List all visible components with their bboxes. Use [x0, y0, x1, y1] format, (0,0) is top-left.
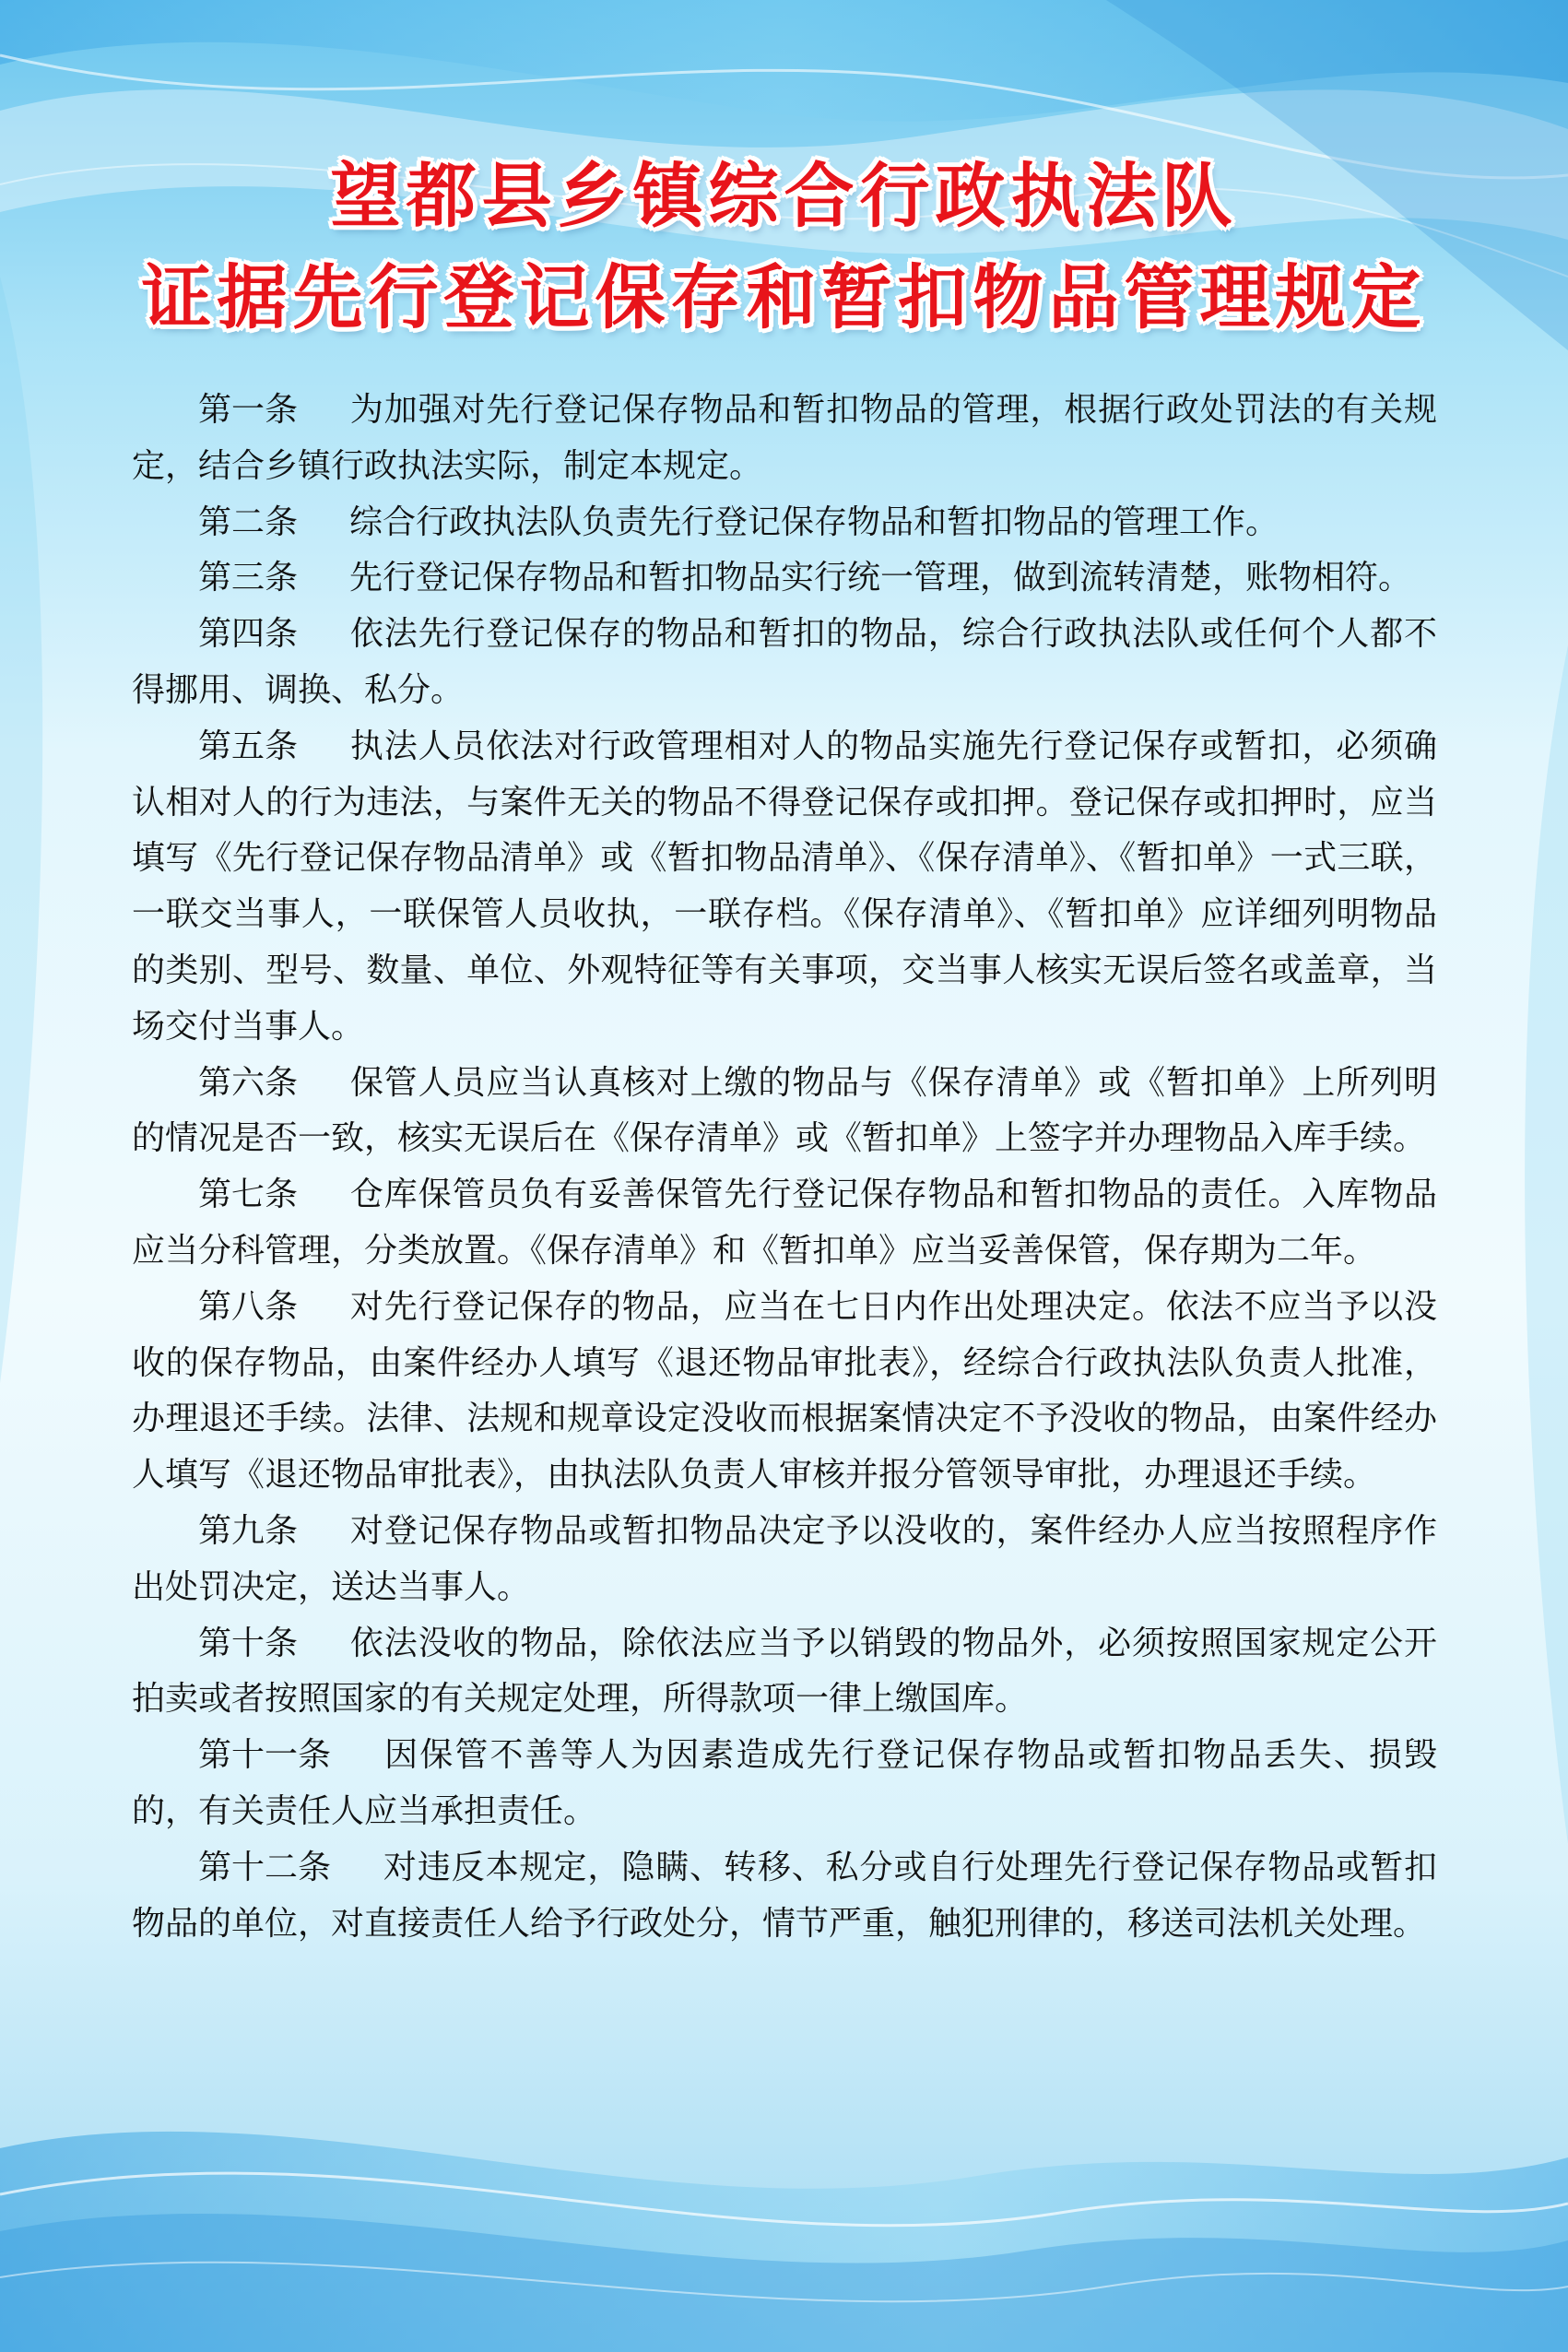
article-5	[132, 719, 1437, 1056]
article-2	[132, 495, 1437, 551]
article-number: 第三条	[198, 559, 299, 597]
article-text: 先行登记保存物品和暂扣物品实行统一管理，做到流转清楚，账物相符。	[349, 559, 1412, 597]
article-number: 第五条	[198, 727, 299, 765]
article-number: 第十一条	[198, 1736, 332, 1775]
article-text: 为加强对先行登记保存物品和暂扣物品的管理，根据行政处罚法的有关规定，结合乡镇行政执法实际，制定本规定。	[132, 391, 1437, 485]
regulation-articles	[132, 383, 1437, 1952]
article-text: 执法人员依法对行政管理相对人的物品实施先行登记保存或暂扣，必须确认相对人的行为违法，与案件无关的物品不得登记保存或扣押。登记保存或扣押时，应当填写《先行登记保存物品清单》或《暂扣物品清单》、《保存清单》、《暂扣单》一式三联，一联交当事人，一联保管人员收执，一联存档。《保存清单》、《暂扣单》应详细列明物品的类别、型号、数量、单位、外观特征等有关事项，交当事人核实无误后签名或盖章，当场交付当事人。	[132, 727, 1437, 1046]
article-8	[132, 1280, 1437, 1504]
article-number: 第十二条	[198, 1848, 332, 1886]
article-9	[132, 1504, 1437, 1616]
article-text: 对登记保存物品或暂扣物品决定予以没收的，案件经办人应当按照程序作出处罚决定，送达当事人。	[132, 1511, 1437, 1606]
article-text: 对违反本规定，隐瞒、转移、私分或自行处理先行登记保存物品或暂扣物品的单位，对直接责任人给予行政处分，情节严重，触犯刑律的，移送司法机关处理。	[132, 1848, 1437, 1943]
article-number: 第四条	[198, 615, 299, 654]
article-number: 第一条	[198, 391, 299, 429]
article-6	[132, 1056, 1437, 1168]
article-number: 第二条	[198, 502, 299, 541]
left-sheen	[0, 277, 42, 1383]
article-1	[132, 383, 1437, 495]
article-3	[132, 550, 1437, 607]
article-text: 综合行政执法队负责先行登记保存物品和暂扣物品的管理工作。	[349, 502, 1279, 541]
right-sheen	[1525, 645, 1568, 1844]
article-number: 第七条	[198, 1176, 299, 1214]
article-text: 依法先行登记保存的物品和暂扣的物品，综合行政执法队或任何个人都不得挪用、调换、私分。	[132, 615, 1437, 709]
article-text: 对先行登记保存的物品，应当在七日内作出处理决定。依法不应当予以没收的保存物品，由案件经办人填写《退还物品审批表》，经综合行政执法队负责人批准，办理退还手续。法律、法规和规章设定没收而根据案情决定不予没收的物品，由案件经办人填写《退还物品审批表》，由执法队负责人审核并报分管领导审批，办理退还手续。	[132, 1287, 1437, 1495]
title-line-2: 证据先行登记保存和暂扣物品管理规定	[141, 256, 1427, 338]
article-text: 保管人员应当认真核对上缴的物品与《保存清单》或《暂扣单》上所列明的情况是否一致，核实无误后在《保存清单》或《暂扣单》上签字并办理物品入库手续。	[132, 1063, 1437, 1158]
article-7	[132, 1167, 1437, 1280]
article-number: 第八条	[198, 1287, 299, 1326]
article-number: 第六条	[198, 1063, 299, 1102]
article-4	[132, 607, 1437, 719]
article-text: 仓库保管员负有妥善保管先行登记保存物品和暂扣物品的责任。入库物品应当分科管理，分类放置。《保存清单》和《暂扣单》应当妥善保管，保存期为二年。	[132, 1176, 1437, 1270]
article-text: 依法没收的物品，除依法应当予以销毁的物品外，必须按照国家规定公开拍卖或者按照国家的有关规定处理，所得款项一律上缴国库。	[132, 1624, 1437, 1719]
article-number: 第九条	[198, 1511, 299, 1550]
article-11	[132, 1728, 1437, 1840]
title-line-1: 望都县乡镇综合行政执法队	[330, 155, 1238, 237]
article-12	[132, 1840, 1437, 1953]
article-10	[132, 1616, 1437, 1729]
article-number: 第十条	[198, 1624, 299, 1662]
poster-title	[0, 146, 1568, 349]
article-text: 因保管不善等人为因素造成先行登记保存物品或暂扣物品丢失、损毁的，有关责任人应当承担责任。	[132, 1736, 1437, 1830]
